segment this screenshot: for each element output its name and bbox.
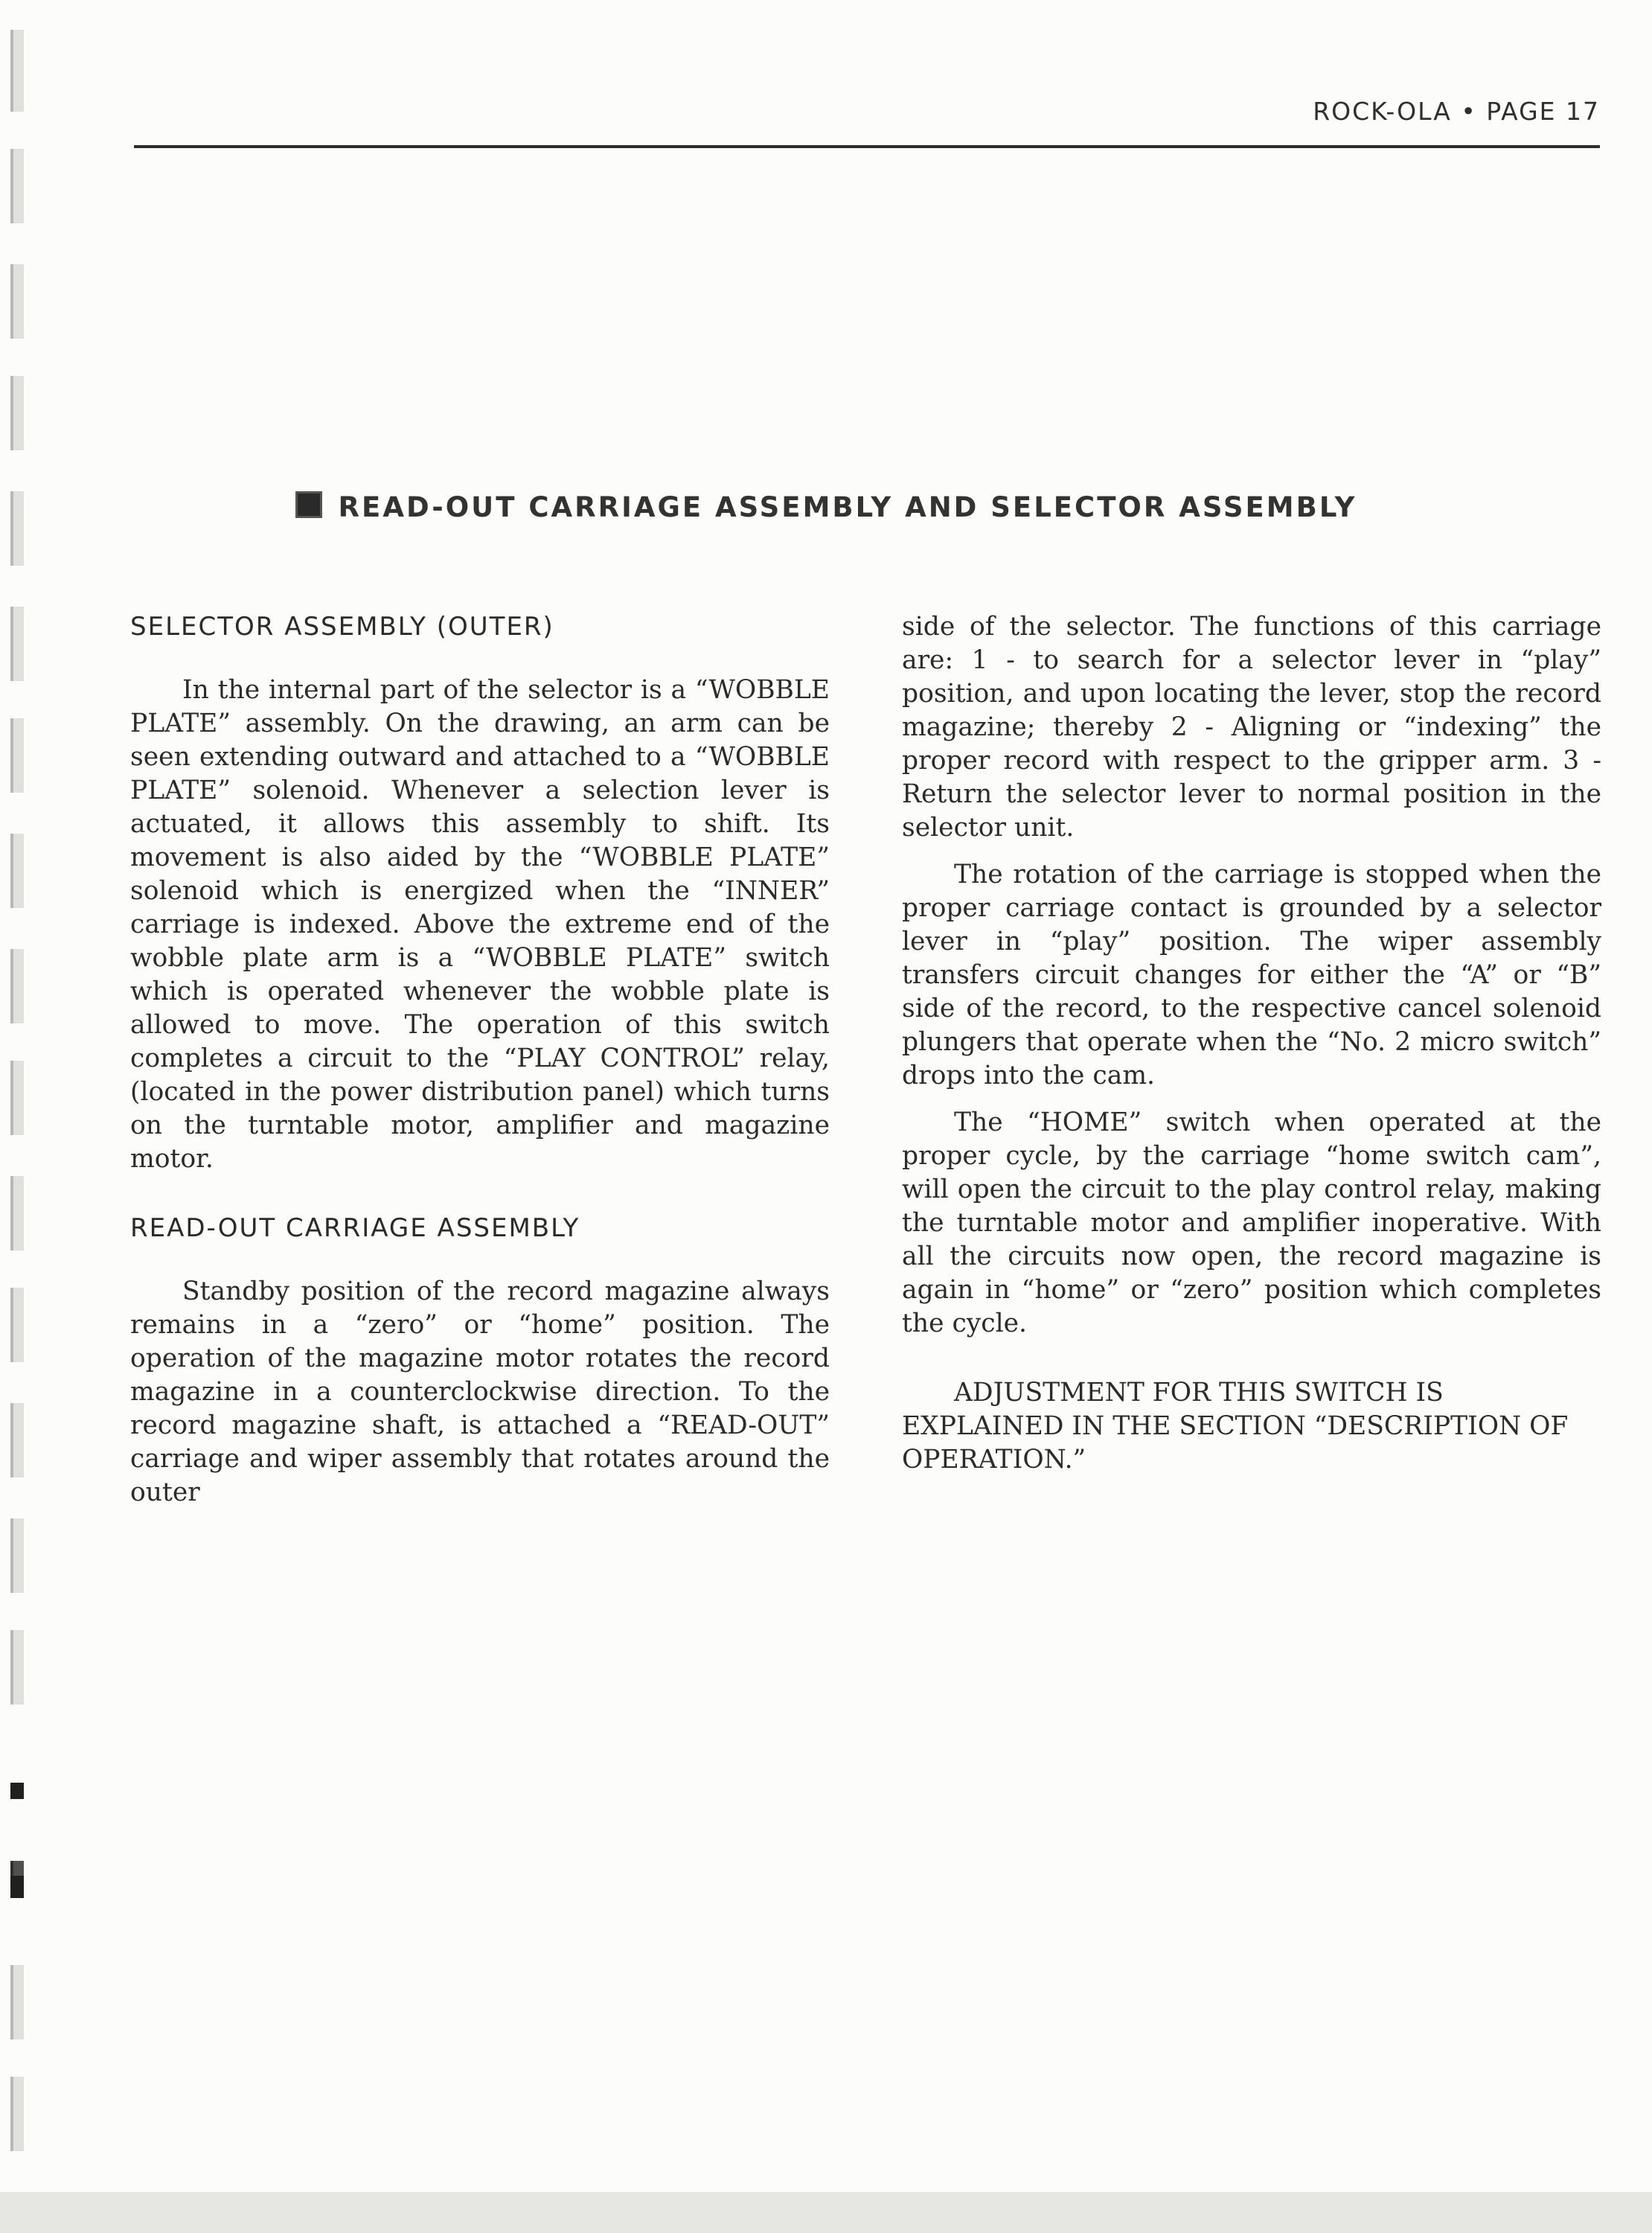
binder-hole <box>10 949 24 1023</box>
subhead-selector-assembly: SELECTOR ASSEMBLY (OUTER) <box>130 612 554 642</box>
binder-hole <box>10 264 24 339</box>
adjustment-note: ADJUSTMENT FOR THIS SWITCH IS EXPLAINED IN THE SECTION “DESCRIPTION OF OPERATION.” <box>902 1378 1569 1475</box>
binder-hole <box>10 149 24 223</box>
scan-footer-band <box>0 2192 1652 2233</box>
binder-hole <box>10 30 24 112</box>
subhead-readout-carriage: READ-OUT CARRIAGE ASSEMBLY <box>130 1213 580 1243</box>
paragraph: In the internal part of the selector is a “WOBBLE PLATE” assembly. On the drawing, an arm can be seen extending outward and attached to a “WOBBLE PLATE” solenoid. Whenever a selection lever is actuated, it allows this assembly to shift. Its movement is also aided by the “WOBBLE PLATE” solenoid which is energized when the “INNER” carriage is indexed. Above the extreme end of the wobble plate arm is a “WOBBLE PLATE” switch which is operated whenever the wobble plate is allowed to move. The operation of this switch completes a circuit to the “PLAY CONTROL” relay, (located in the power distribution panel) which turns on the turntable motor, amplifier and magazine motor. <box>130 675 830 1174</box>
binder-hole <box>10 834 24 908</box>
square-bullet-icon <box>295 491 322 518</box>
paragraph: side of the selector. The functions of this carriage are: 1 - to search for a selector lever in “play” position, and upon locating the lever, stop the record magazine; thereby 2 - Aligning or “indexing” the proper record with respect to the gripper arm. 3 - Return the selector lever to normal position in the selector unit. <box>902 612 1601 843</box>
left-column <box>130 610 830 1523</box>
binder-hole <box>10 1518 24 1593</box>
header-text: ROCK-OLA • PAGE 17 <box>1313 97 1600 126</box>
binder-hole <box>10 607 24 681</box>
binder-hole <box>10 1403 24 1478</box>
paragraph: Standby position of the record magazine always remains in a “zero” or “home” position. The operation of the magazine motor rotates the record magazine in a counterclockwise direction. To the record magazine shaft, is attached a “READ-OUT” carriage and wiper assembly that rotates around the outer <box>130 1277 830 1507</box>
binder-hole <box>10 718 24 793</box>
binder-hole <box>10 1061 24 1135</box>
binder-hole <box>10 1965 24 2039</box>
binder-hole <box>10 1288 24 1362</box>
paragraph: The “HOME” switch when operated at the proper cycle, by the carriage “home switch cam”, will open the circuit to the play control relay, making the turntable motor and amplifier inoperative. With all the circuits now open, the record magazine is again in “home” or “zero” position which completes the cycle. <box>902 1108 1601 1338</box>
right-column <box>902 610 1601 1490</box>
paragraph: The rotation of the carriage is stopped when the proper carriage contact is grounded by a selector lever in “play” position. The wiper assembly transfers circuit changes for either the “A” or “B” side of the record, to the respective cancel solenoid plungers that operate when the “No. 2 micro switch” drops into the cam. <box>902 860 1601 1090</box>
binder-hole <box>10 1176 24 1250</box>
section-title-text: READ-OUT CARRIAGE ASSEMBLY AND SELECTOR ASSEMBLY <box>338 491 1357 523</box>
page-header <box>134 93 1600 148</box>
binder-hole <box>10 1876 24 1898</box>
section-title <box>0 491 1652 523</box>
binder-hole <box>10 1783 24 1799</box>
binder-hole <box>10 376 24 450</box>
binder-hole <box>10 2077 24 2151</box>
binder-hole-strip <box>0 0 52 2233</box>
binder-hole <box>10 1630 24 1705</box>
